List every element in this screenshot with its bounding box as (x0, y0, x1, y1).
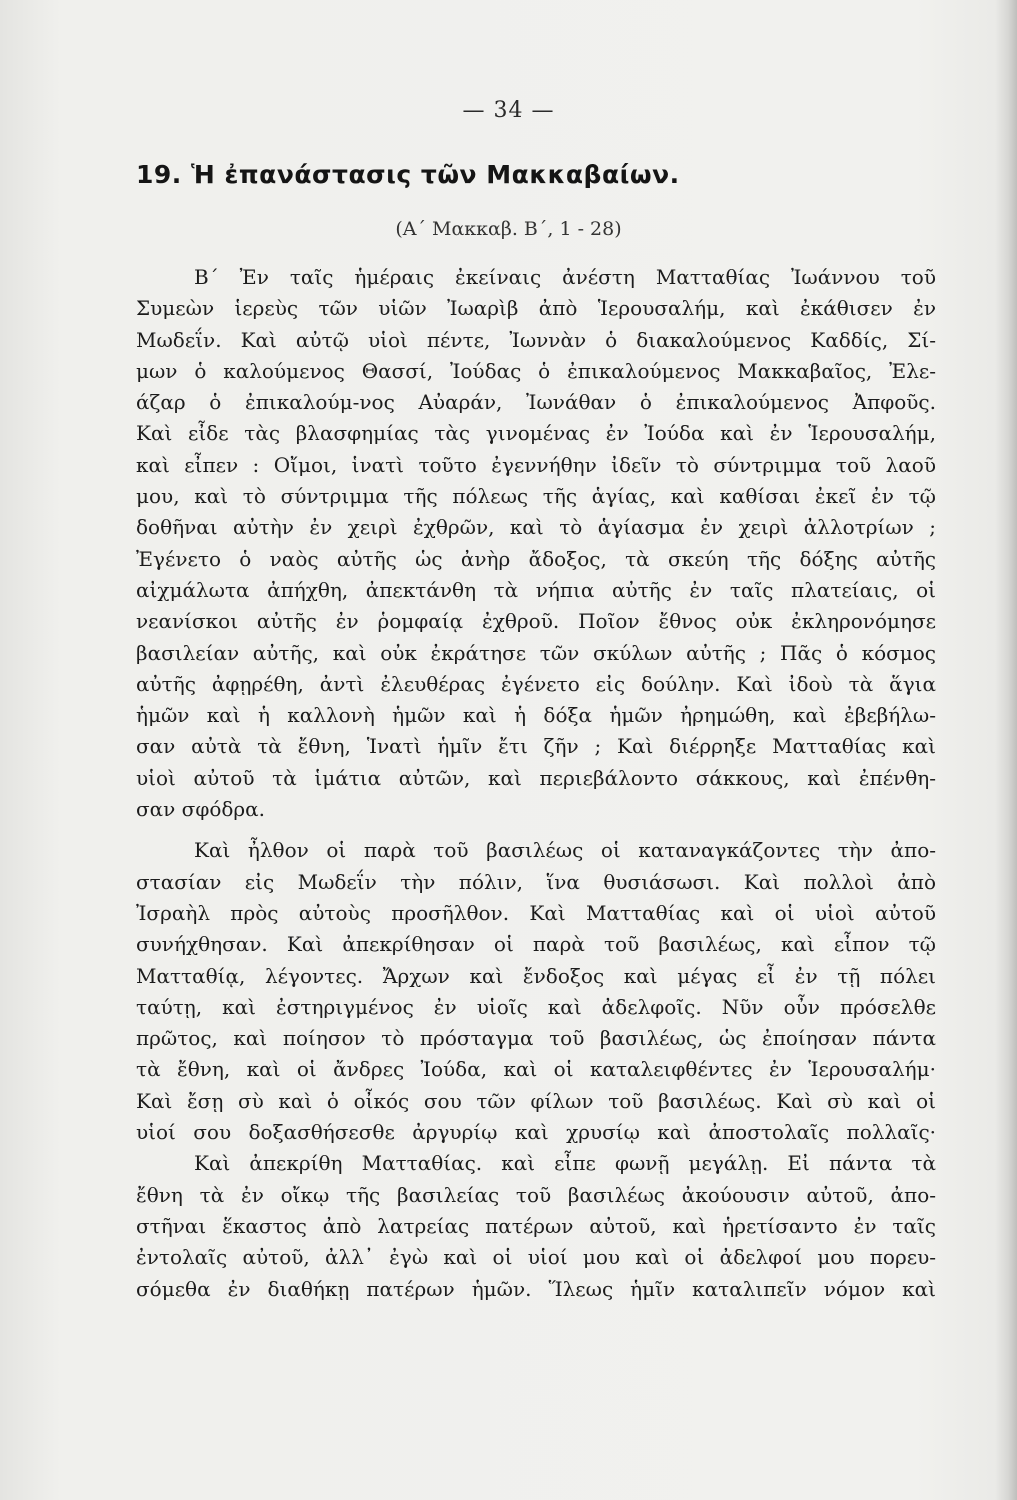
paragraph-2 (136, 835, 936, 1148)
text-line: Β΄ Ἐν ταῖς ἡμέραις ἐκείναις ἀνέστη Ματταθίας Ἰωάννου τοῦ (194, 265, 936, 289)
text-line: καὶ εἶπεν : Οἴμοι, ἱνατὶ τοῦτο ἐγεννήθην ἰδεῖν τὸ σύντριμμα τοῦ λαοῦ (136, 452, 936, 477)
text-line: πρῶτος, καὶ ποίησον τὸ πρόσταγμα τοῦ βασιλέως, ὡς ἐποίησαν πάντα (136, 1026, 936, 1051)
text-line: σαν σφόδρα. (136, 797, 266, 822)
text-line: μου, καὶ τὸ σύντριμμα τῆς πόλεως τῆς ἁγίας, καὶ καθίσαι ἐκεῖ ἐν τῷ (136, 484, 936, 509)
text-line: υἱοί σου δοξασθήσεσθε ἀργυρίῳ καὶ χρυσίῳ καὶ ἀποστολαῖς πολλαῖς· (136, 1120, 936, 1145)
page-number: — 34 — (462, 98, 555, 123)
text-line: Συμεὼν ἱερεὺς τῶν υἱῶν Ἰωαρὶβ ἀπὸ Ἱερουσαλήμ, καὶ ἐκάθισεν ἐν (136, 296, 936, 321)
text-line: ἔθνη τὰ ἐν οἴκῳ τῆς βασιλείας τοῦ βασιλέως ἀκούουσιν αὐτοῦ, ἀπο- (136, 1182, 936, 1207)
text-line: Ἐγένετο ὁ ναὸς αὐτῆς ὡς ἀνὴρ ἄδοξος, τὰ σκεύη τῆς δόξης αὐτῆς (136, 546, 936, 571)
text-line: Καὶ ἀπεκρίθη Ματταθίας. καὶ εἶπε φωνῇ μεγάλῃ. Εἰ πάντα τὰ (194, 1151, 936, 1176)
text-line: δοθῆναι αὐτὴν ἐν χειρὶ ἐχθρῶν, καὶ τὸ ἁγίασμα ἐν χειρὶ ἀλλοτρίων ; (136, 515, 936, 540)
text-line: μων ὁ καλούμενος Θασσί, Ἰούδας ὁ ἐπικαλούμενος Μακκαβαῖος, Ἐλε- (136, 358, 936, 383)
text-line: σόμεθα ἐν διαθήκῃ πατέρων ἡμῶν. Ἵλεως ἡμῖν καταλιπεῖν νόμον καὶ (136, 1276, 936, 1301)
paragraph-1 (136, 262, 936, 825)
text-line: στῆναι ἕκαστος ἀπὸ λατρείας πατέρων αὐτοῦ, καὶ ἡρετίσαντο ἐν ταῖς (136, 1213, 936, 1238)
text-line: Καὶ εἶδε τὰς βλασφημίας τὰς γινομένας ἐν Ἰούδα καὶ ἐν Ἱερουσαλήμ, (136, 421, 936, 446)
text-line: ταύτῃ, καὶ ἐστηριγμένος ἐν υἱοῖς καὶ ἀδελφοῖς. Νῦν οὖν πρόσελθε (136, 994, 936, 1019)
text-line: στασίαν εἰς Μωδεΐν τὴν πόλιν, ἵνα θυσιάσωσι. Καὶ πολλοὶ ἀπὸ (136, 869, 936, 894)
text-line: αἰχμάλωτα ἀπήχθη, ἀπεκτάνθη τὰ νήπια αὐτῆς ἐν ταῖς πλατείαις, οἱ (136, 577, 936, 602)
text-line: Καὶ ἔσῃ σὺ καὶ ὁ οἶκός σου τῶν φίλων τοῦ βασιλέως. Καὶ σὺ καὶ οἱ (136, 1088, 936, 1113)
text-line: υἱοὶ αὐτοῦ τὰ ἱμάτια αὐτῶν, καὶ περιεβάλοντο σάκκους, καὶ ἐπένθη- (136, 765, 936, 790)
text-line: αὐτῆς ἀφῃρέθη, ἀντὶ ἐλευθέρας ἐγένετο εἰς δούλην. Καὶ ἰδοὺ τὰ ἅγια (136, 671, 936, 696)
text-line: νεανίσκοι αὐτῆς ἐν ῥομφαίᾳ ἐχθροῦ. Ποῖον ἔθνος οὐκ ἐκληρονόμησε (136, 609, 936, 634)
text-line: Ματταθίᾳ, λέγοντες. Ἄρχων καὶ ἔνδοξος καὶ μέγας εἶ ἐν τῇ πόλει (136, 963, 936, 988)
text-line: Μωδεΐν. Καὶ αὐτῷ υἱοὶ πέντε, Ἰωννὰν ὁ διακαλούμενος Καδδίς, Σί- (136, 327, 936, 352)
text-line: τὰ ἔθνη, καὶ οἱ ἄνδρες Ἰούδα, καὶ οἱ καταλειφθέντες ἐν Ἱερουσαλήμ· (136, 1057, 936, 1082)
text-line: συνήχθησαν. Καὶ ἀπεκρίθησαν οἱ παρὰ τοῦ βασιλέως, καὶ εἶπον τῷ (136, 932, 936, 957)
body-text (136, 262, 936, 1305)
text-line: άζαρ ὁ ἐπικαλούμ-νος Αὐαράν, Ἰωνάθαν ὁ ἐπικαλούμενος Ἀπφοῦς. (136, 390, 936, 415)
paragraph-3 (136, 1148, 936, 1304)
text-line: Ἰσραὴλ πρὸς αὐτοὺς προσῆλθον. Καὶ Ματταθίας καὶ οἱ υἱοὶ αὐτοῦ (136, 900, 936, 925)
text-line: Καὶ ἦλθον οἱ παρὰ τοῦ βασιλέως οἱ καταναγκάζοντες τὴν ἀπο- (194, 838, 936, 863)
text-line: ἐντολαῖς αὐτοῦ, ἀλλ᾽ ἐγὼ καὶ οἱ υἱοί μου καὶ οἱ ἀδελφοί μου πορευ- (136, 1245, 936, 1270)
source-reference: (Α΄ Μακκαβ. Β΄, 1 - 28) (395, 218, 622, 240)
text-line: σαν αὐτὰ τὰ ἔθνη, Ἱνατὶ ἡμῖν ἔτι ζῆν ; Καὶ διέρρηξε Ματταθίας καὶ (136, 734, 936, 759)
chapter-heading: 19. Ἡ ἐπανάστασις τῶν Μακκαβαίων. (136, 160, 680, 189)
text-line: ἡμῶν καὶ ἡ καλλονὴ ἡμῶν καὶ ἡ δόξα ἡμῶν ἠρημώθη, καὶ ἐβεβήλω- (136, 703, 936, 728)
text-line: βασιλείαν αὐτῆς, καὶ οὐκ ἐκράτησε τῶν σκύλων αὐτῆς ; Πᾶς ὁ κόσμος (136, 640, 936, 665)
